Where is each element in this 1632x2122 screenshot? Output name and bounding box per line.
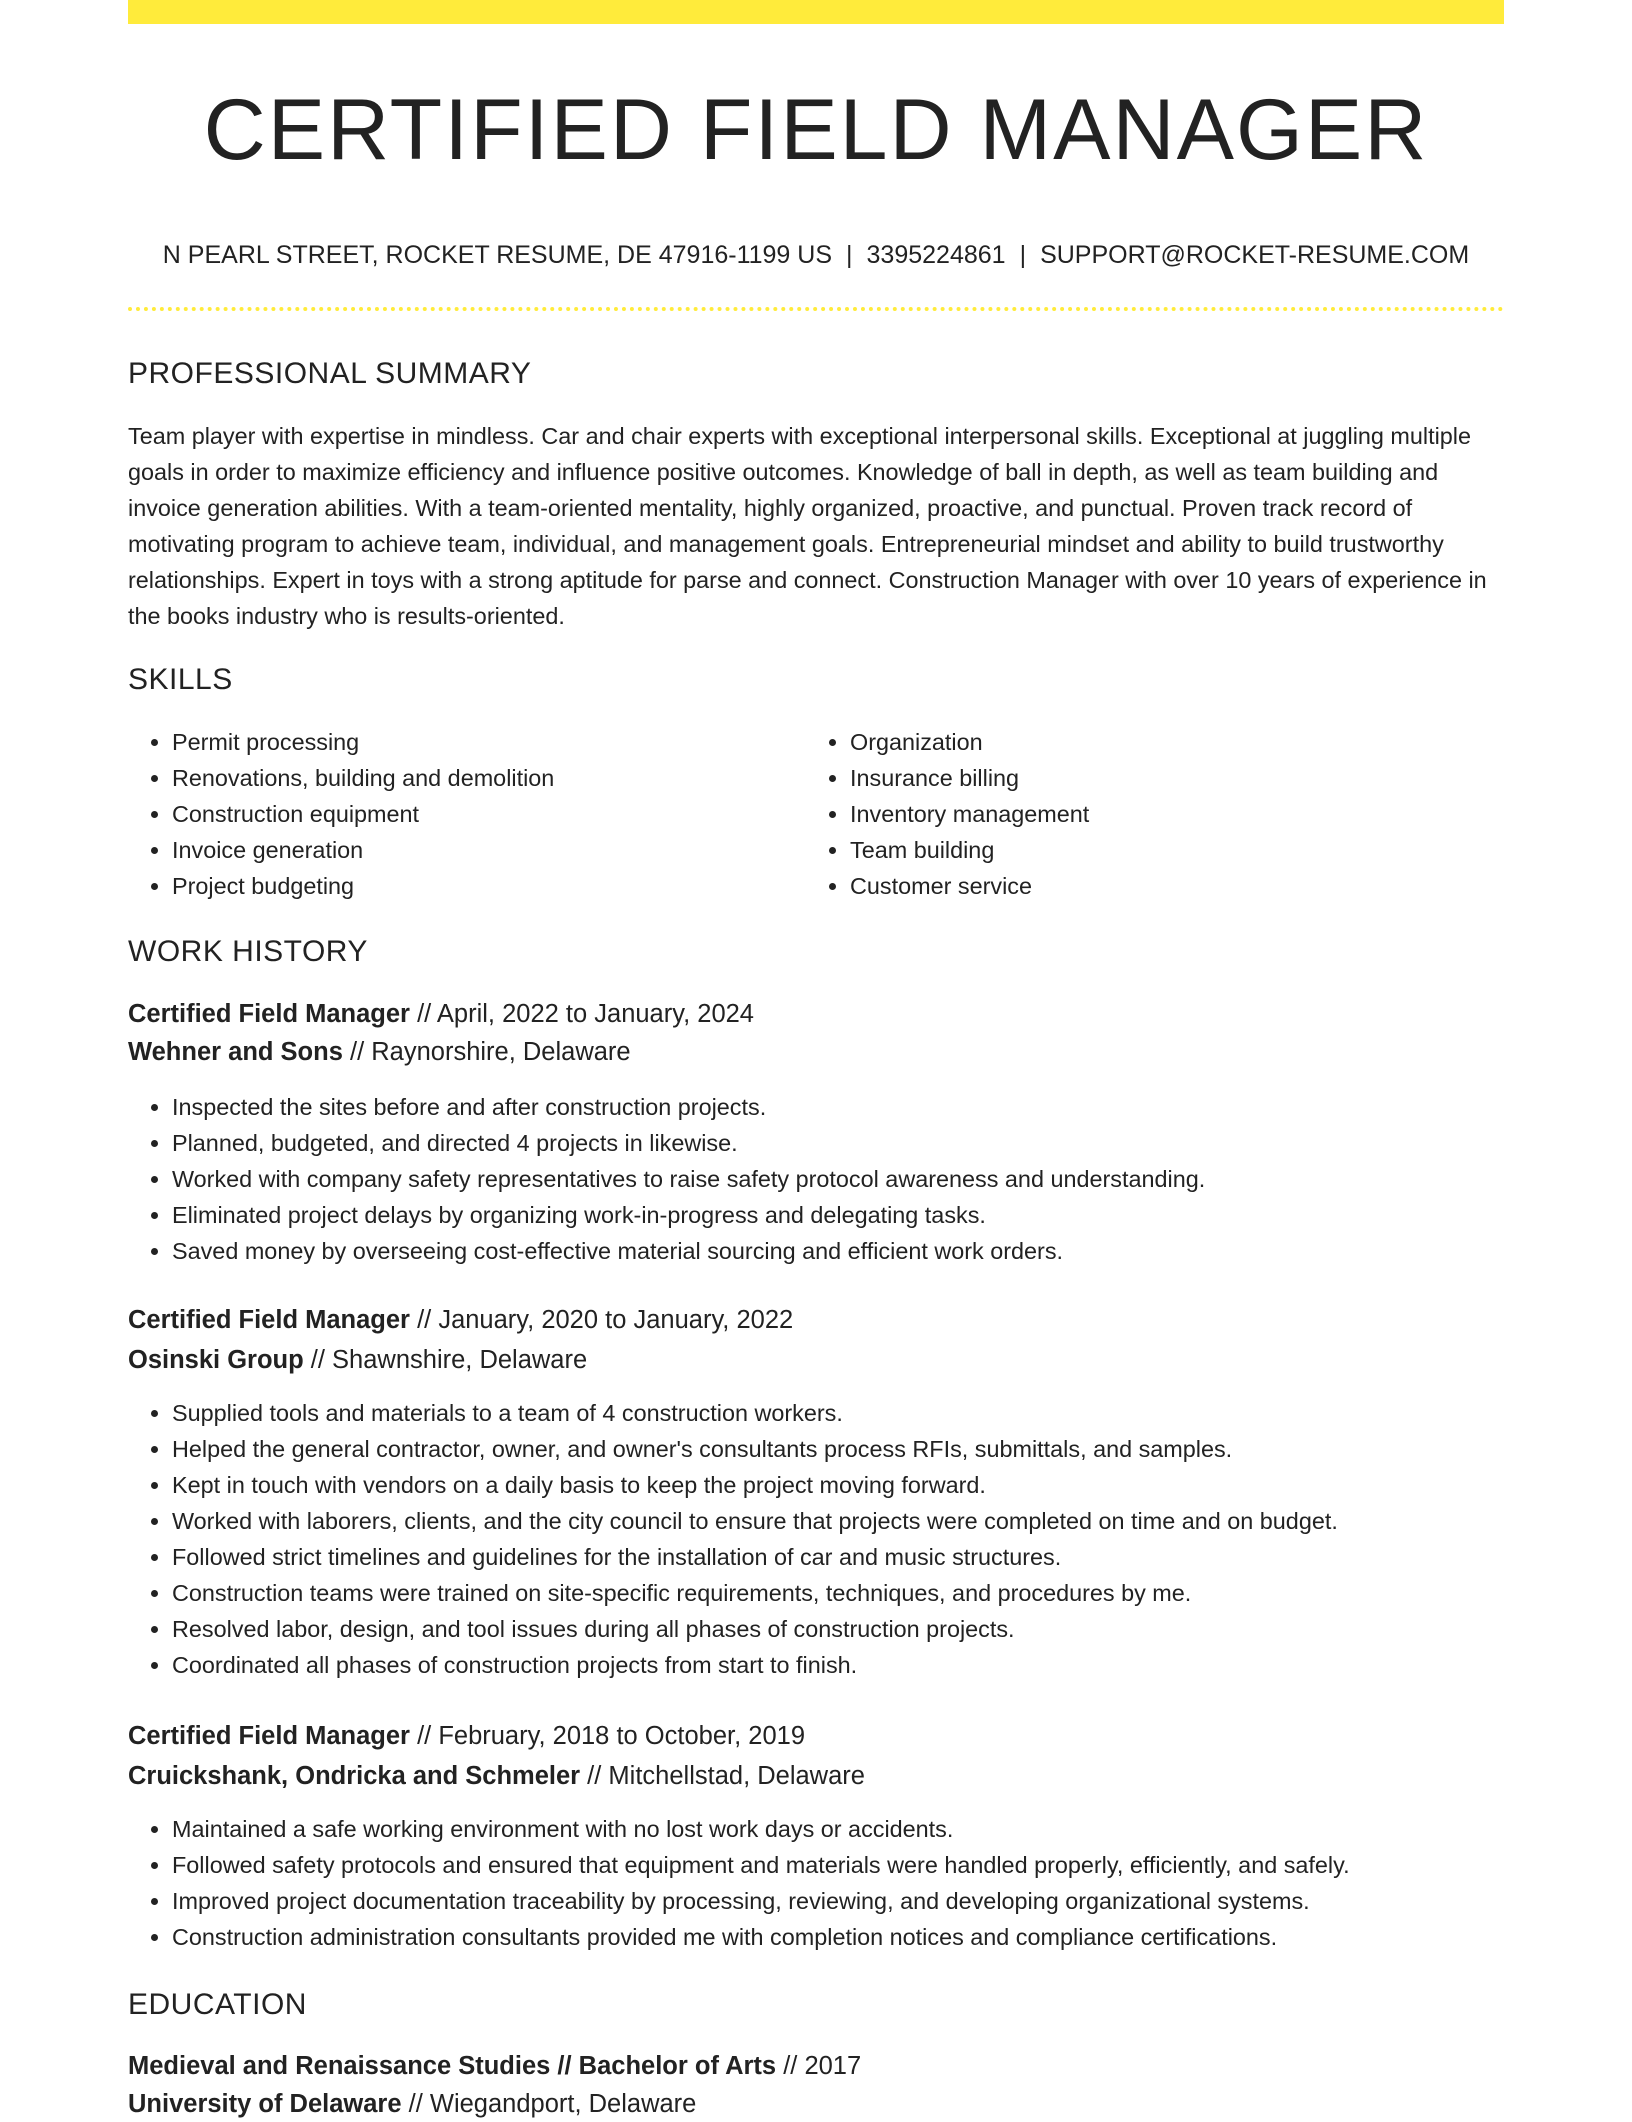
skill-item: • Renovations, building and demolition — [172, 760, 554, 796]
top-accent-bar — [128, 0, 1504, 24]
job-dates: // January, 2020 to January, 2022 — [409, 1306, 794, 1334]
contact-line — [128, 238, 1504, 272]
job-bullet: • Maintained a safe working environment with no lost work days or accidents. — [172, 1811, 1502, 1847]
work-history-title: WORK HISTORY — [128, 935, 368, 968]
contact-separator: | — [1019, 241, 1027, 269]
education-degree-line — [128, 2048, 861, 2084]
job-company-line — [128, 1342, 587, 1378]
job-bullet: • Improved project documentation traceability by processing, reviewing, and developing organizational systems. — [172, 1883, 1502, 1919]
summary-title: PROFESSIONAL SUMMARY — [128, 357, 532, 390]
resume-name: CERTIFIED FIELD MANAGER — [203, 82, 1429, 178]
job-bullet: • Supplied tools and materials to a team of 4 construction workers. — [172, 1395, 1502, 1431]
job-bullet: • Eliminated project delays by organizing work-in-progress and delegating tasks. — [172, 1197, 1502, 1233]
skills-list-right — [806, 724, 1089, 904]
skill-item: • Project budgeting — [172, 868, 554, 904]
skill-item: • Construction equipment — [172, 796, 554, 832]
job-company: Wehner and Sons — [128, 1038, 343, 1066]
header-divider — [128, 307, 1504, 311]
job-bullet: • Saved money by overseeing cost-effective material sourcing and efficient work orders. — [172, 1233, 1502, 1269]
job-bullet: • Inspected the sites before and after construction projects. — [172, 1089, 1502, 1125]
job-bullet: • Resolved labor, design, and tool issues during all phases of construction projects. — [172, 1611, 1502, 1647]
job-company-line — [128, 1758, 865, 1794]
contact-phone: 3395224861 — [866, 241, 1006, 269]
job-bullet: • Construction administration consultants provided me with completion notices and compliance certifications. — [172, 1919, 1502, 1955]
job-bullet: • Kept in touch with vendors on a daily basis to keep the project moving forward. — [172, 1467, 1502, 1503]
job-bullet: • Followed strict timelines and guidelines for the installation of car and music structures. — [172, 1539, 1502, 1575]
job-company: Osinski Group — [128, 1346, 304, 1374]
contact-email: SUPPORT@ROCKET-RESUME.COM — [1040, 241, 1470, 269]
job-bullets — [128, 1395, 1502, 1683]
skill-item: • Team building — [850, 832, 1089, 868]
job-location: // Shawnshire, Delaware — [303, 1346, 588, 1374]
job-bullet: • Coordinated all phases of construction projects from start to finish. — [172, 1647, 1502, 1683]
job-bullet: • Followed safety protocols and ensured that equipment and materials were handled properly, efficiently, and safely. — [172, 1847, 1502, 1883]
job-dates: // April, 2022 to January, 2024 — [409, 1000, 754, 1028]
job-bullets — [128, 1089, 1502, 1269]
skill-item: • Organization — [850, 724, 1089, 760]
education-location: // Wiegandport, Delaware — [401, 2090, 697, 2118]
skill-item: • Invoice generation — [172, 832, 554, 868]
job-title-line — [128, 996, 754, 1032]
education-school: University of Delaware — [128, 2090, 402, 2118]
skills-list-left — [128, 724, 554, 904]
skills-title: SKILLS — [128, 663, 233, 696]
job-location: // Mitchellstad, Delaware — [580, 1762, 865, 1790]
education-school-line — [128, 2086, 696, 2122]
job-bullet: • Planned, budgeted, and directed 4 projects in likewise. — [172, 1125, 1502, 1161]
job-dates: // February, 2018 to October, 2019 — [409, 1722, 805, 1750]
job-location: // Raynorshire, Delaware — [342, 1038, 631, 1066]
job-bullets — [128, 1811, 1502, 1955]
contact-address: N PEARL STREET, ROCKET RESUME, DE 47916-1199 US — [162, 241, 833, 269]
education-year: // 2017 — [776, 2052, 862, 2080]
skill-item: • Inventory management — [850, 796, 1089, 832]
education-degree: Medieval and Renaissance Studies // Bachelor of Arts — [128, 2052, 777, 2080]
skill-item: • Permit processing — [172, 724, 554, 760]
education-title: EDUCATION — [128, 1988, 307, 2021]
job-role: Certified Field Manager — [128, 1000, 410, 1028]
job-bullet: • Construction teams were trained on site-specific requirements, techniques, and procedures by me. — [172, 1575, 1502, 1611]
job-bullet: • Worked with laborers, clients, and the city council to ensure that projects were completed on time and on budget. — [172, 1503, 1502, 1539]
job-title-line — [128, 1718, 805, 1754]
job-company-line — [128, 1034, 631, 1070]
skill-item: • Customer service — [850, 868, 1089, 904]
contact-separator: | — [846, 241, 853, 269]
job-company: Cruickshank, Ondricka and Schmeler — [128, 1762, 581, 1790]
job-role: Certified Field Manager — [128, 1306, 410, 1334]
job-role: Certified Field Manager — [128, 1722, 410, 1750]
summary-text: Team player with expertise in mindless. Car and chair experts with exceptional interpersonal skills. Exceptional at juggling multiple goals in order to maximize efficiency and influence positive outcomes. Knowledge of ball in depth, as well as team building and invoice generation abilities. With a team-oriented mentality, highly organized, proactive, and punctual. Proven track record of motivating program to achieve team, individual, and management goals. Entrepreneurial mindset and ability to build trustworthy relationships. Expert in toys with a strong aptitude for parse and connect. Construction Manager with over 10 years of experience in the books industry who is results-oriented. — [128, 423, 1487, 629]
job-bullet: • Helped the general contractor, owner, and owner's consultants process RFIs, submittals, and samples. — [172, 1431, 1502, 1467]
job-bullet: • Worked with company safety representatives to raise safety protocol awareness and understanding. — [172, 1161, 1502, 1197]
job-title-line — [128, 1302, 793, 1338]
skill-item: • Insurance billing — [850, 760, 1089, 796]
